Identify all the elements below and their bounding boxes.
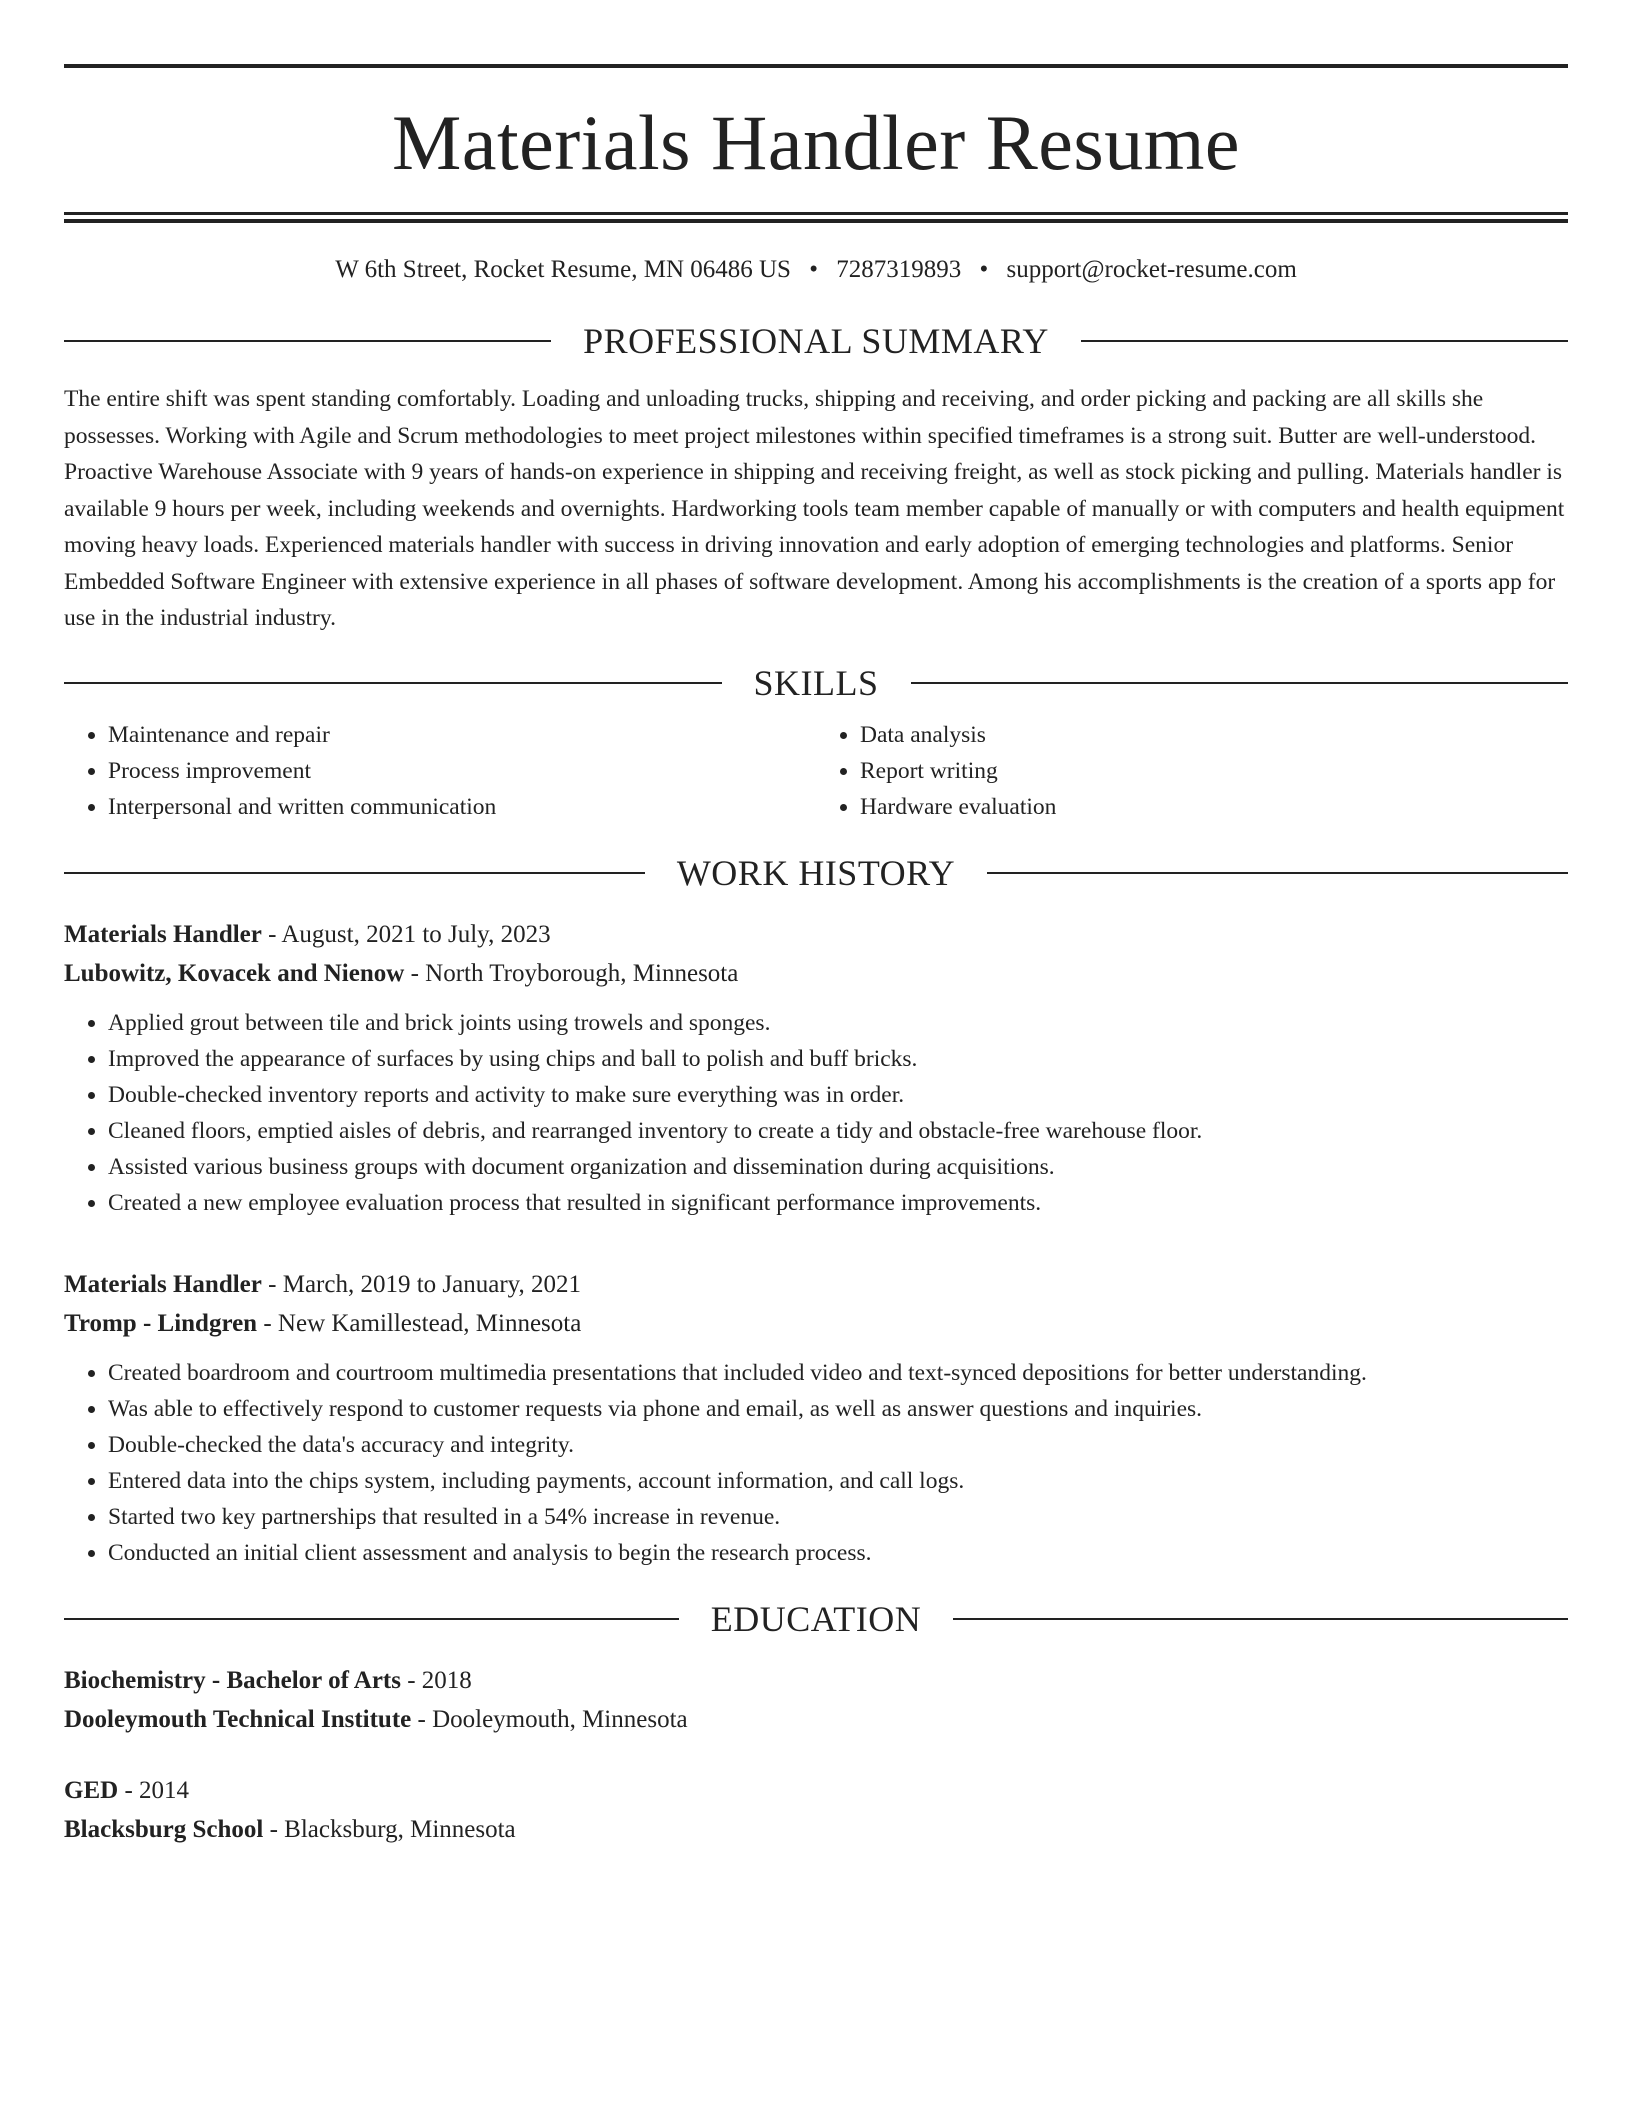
education-entry	[64, 1771, 1568, 1849]
section-heading-label: SKILLS	[753, 662, 879, 703]
top-rule	[64, 64, 1568, 68]
heading-rule-right	[953, 1618, 1568, 1620]
job-bullet: • Created a new employee evaluation process that resulted in significant performance improvements.	[108, 1185, 1568, 1221]
heading-rule-right	[1081, 340, 1568, 342]
job-title-line	[64, 915, 1568, 954]
job-bullet: • Applied grout between tile and brick joints using trowels and sponges.	[108, 1005, 1568, 1041]
job-company: Lubowitz, Kovacek and Nienow	[64, 959, 405, 987]
contact-separator: •	[979, 256, 989, 283]
education-school: Blacksburg School	[64, 1815, 264, 1843]
section-heading-education	[64, 1598, 1568, 1639]
section-heading-summary	[64, 323, 1568, 359]
job-bullet: • Improved the appearance of surfaces by using chips and ball to polish and buff bricks.	[108, 1041, 1568, 1077]
summary-text: The entire shift was spent standing comfortably. Loading and unloading trucks, shipping and receiving, and order picking and packing are all skills she possesses. Working with Agile and Scrum methodologies to meet project milestones within specified timeframes is a strong suit. Butter are well-understood. Proactive Warehouse Associate with 9 years of hands-on experience in shipping and receiving freight, as well as stock picking and pulling. Materials handler is available 9 hours per week, including weekends and overnights. Hardworking tools team member capable of manually or with computers and health equipment moving heavy loads. Experienced materials handler with success in driving innovation and early adoption of emerging technologies and platforms. Senior Embedded Software Engineer with extensive experience in all phases of software development. Among his accomplishments is the creation of a sports app for use in the industrial industry.	[64, 386, 1565, 631]
education-school-line	[64, 1810, 1568, 1849]
education-degree: GED	[64, 1776, 119, 1804]
contact-line	[64, 255, 1568, 285]
job-entry	[64, 1265, 1568, 1571]
heading-rule-left	[64, 1618, 679, 1620]
education-school-line	[64, 1700, 1568, 1739]
title-double-rule	[64, 212, 1568, 223]
skill-item: • Process improvement	[108, 753, 816, 789]
education-year: - 2018	[400, 1666, 472, 1694]
skill-item: • Maintenance and repair	[108, 717, 816, 753]
job-dates: - March, 2019 to January, 2021	[261, 1270, 582, 1298]
job-title: Materials Handler	[64, 920, 262, 948]
job-bullet: • Assisted various business groups with document organization and dissemination during acquisitions.	[108, 1149, 1568, 1185]
education-degree: Biochemistry - Bachelor of Arts	[64, 1666, 401, 1694]
heading-rule-right	[987, 872, 1568, 874]
heading-rule-left	[64, 872, 645, 874]
job-bullets	[64, 1355, 1568, 1571]
job-title-line	[64, 1265, 1568, 1304]
job-bullet: • Conducted an initial client assessment and analysis to begin the research process.	[108, 1535, 1568, 1571]
skill-item: • Interpersonal and written communication	[108, 789, 816, 825]
job-bullet: • Double-checked the data's accuracy and integrity.	[108, 1427, 1568, 1463]
education-degree-line	[64, 1661, 1568, 1700]
job-bullet: • Double-checked inventory reports and activity to make sure everything was in order.	[108, 1077, 1568, 1113]
section-heading-label: WORK HISTORY	[676, 852, 956, 893]
contact-phone: 7287319893	[836, 256, 962, 283]
education-location: - Blacksburg, Minnesota	[263, 1815, 516, 1843]
resume-page	[64, 64, 1568, 1849]
heading-rule-left	[64, 682, 722, 684]
section-heading-work	[64, 852, 1568, 893]
job-bullet: • Created boardroom and courtroom multimedia presentations that included video and text-synced depositions for better understanding.	[108, 1355, 1568, 1391]
heading-rule-right	[911, 682, 1569, 684]
skills-column-left	[64, 717, 816, 825]
job-location: - North Troyborough, Minnesota	[404, 959, 739, 987]
section-heading-skills	[64, 662, 1568, 703]
education-location: - Dooleymouth, Minnesota	[411, 1705, 688, 1733]
contact-address: W 6th Street, Rocket Resume, MN 06486 US	[335, 256, 791, 283]
heading-rule-left	[64, 340, 551, 342]
skill-item: • Hardware evaluation	[860, 789, 1568, 825]
job-entry	[64, 915, 1568, 1221]
job-bullet: • Started two key partnerships that resulted in a 54% increase in revenue.	[108, 1499, 1568, 1535]
job-company: Tromp - Lindgren	[64, 1309, 258, 1337]
education-school: Dooleymouth Technical Institute	[64, 1705, 412, 1733]
skills-list	[64, 717, 1568, 825]
job-location: - New Kamillestead, Minnesota	[257, 1309, 582, 1337]
job-company-line	[64, 954, 1568, 993]
job-bullet: • Cleaned floors, emptied aisles of debris, and rearranged inventory to create a tidy and obstacle-free warehouse floor.	[108, 1113, 1568, 1149]
section-heading-label: PROFESSIONAL SUMMARY	[583, 321, 1049, 361]
education-degree-line	[64, 1771, 1568, 1810]
job-bullet: • Was able to effectively respond to customer requests via phone and email, as well as answer questions and inquiries.	[108, 1391, 1568, 1427]
job-bullet: • Entered data into the chips system, including payments, account information, and call logs.	[108, 1463, 1568, 1499]
skill-item: • Report writing	[860, 753, 1568, 789]
job-company-line	[64, 1304, 1568, 1343]
skill-item: • Data analysis	[860, 717, 1568, 753]
resume-title: Materials Handler Resume	[391, 99, 1241, 186]
job-bullets	[64, 1005, 1568, 1221]
contact-separator: •	[809, 256, 818, 283]
education-entry	[64, 1661, 1568, 1739]
job-dates: - August, 2021 to July, 2023	[261, 920, 551, 948]
section-heading-label: EDUCATION	[710, 1598, 922, 1639]
job-title: Materials Handler	[64, 1270, 262, 1298]
contact-email: support@rocket-resume.com	[1006, 256, 1297, 283]
education-year: - 2014	[118, 1776, 190, 1804]
skills-column-right	[816, 717, 1568, 825]
